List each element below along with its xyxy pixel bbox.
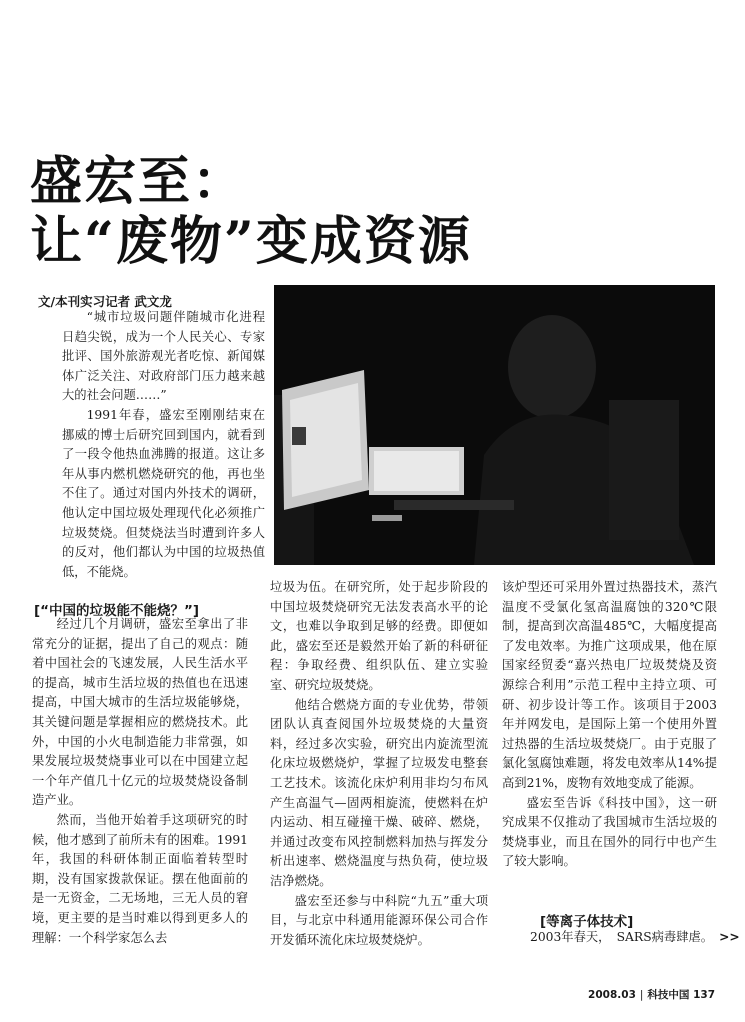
page-number: 137 xyxy=(693,989,715,1001)
page-footer xyxy=(588,987,715,1002)
column-3 xyxy=(502,578,717,872)
paragraph: 盛宏至告诉《科技中国》，这一研究成果不仅推动了我国城市生活垃圾的焚烧事业，而且在国外的同行中也产生了较大影响。 xyxy=(502,795,717,869)
paragraph: 他结合燃烧方面的专业优势，带领团队认真查阅国外垃圾焚烧的大量资料，经过多次实验，研究出内旋流型流化床垃圾燃烧炉，掌握了垃圾发电整套工艺技术。该流化床炉利用非均匀布风产生高温气—固两相旋流，使燃料在炉内运动、相互碰撞干燥、破碎、燃烧，并通过改变布风控制燃料加热与挥发分析出速率、燃烧温度与热负荷，使垃圾洁净燃烧。 xyxy=(270,697,488,888)
subheading-can-garbage-burn: [“中国的垃圾能不能烧？”] xyxy=(34,603,200,619)
byline: 文/本刊实习记者 武文龙 xyxy=(38,294,172,309)
paragraph: 经过几个月调研，盛宏至拿出了非常充分的证据，提出了自己的观点：随着中国社会的飞速发展，人民生活水平的提高，城市生活垃圾的热值也在迅速提高，中国大城市的生活垃圾能够烧，其关键问题是掌握相应的燃烧技术。此外，中国的小火电制造能力非常强，如果发展垃圾焚烧事业可以在中国建立起一个年产值几十亿元的垃圾焚烧设备制造产业。 xyxy=(32,617,248,808)
continued-text: 2003年春天， SARS病毒肆虐。 xyxy=(530,930,714,944)
column-1-top xyxy=(62,308,265,582)
footer-separator: | xyxy=(639,989,644,1001)
issue-date: 2008.03 xyxy=(588,989,636,1001)
paragraph: 然而，当他开始着手这项研究的时候，他才感到了前所未有的困难。1991年，我国的科研体制正面临着转型时期，没有国家拨款保证。摆在他面前的是一无资金，二无场地，三无人员的窘境，更主要的是当时难以得到更多人的理解：一个科学家怎么去 xyxy=(32,812,248,945)
paragraph: 垃圾为伍。在研究所，处于起步阶段的中国垃圾焚烧研究无法发表高水平的论文，也难以争取到足够的经费。即便如此，盛宏至还是毅然开始了新的科研征程：争取经费、组织队伍、建立实验室、研究垃圾焚烧。 xyxy=(270,580,488,692)
column-2 xyxy=(270,578,488,950)
article-title-line2: 让“废物”变成资源 xyxy=(30,211,472,272)
continued-line xyxy=(530,927,740,945)
photo-of-person-at-computer-icon xyxy=(274,285,715,565)
continue-arrow-icon: >> xyxy=(719,930,740,944)
paragraph: 1991年春，盛宏至刚刚结束在挪威的博士后研究回到国内，就看到了一段令他热血沸腾的报道。这让多年从事内燃机燃烧研究的他，再也坐不住了。通过对国内外技术的调研，他认定中国垃圾处理现代化必须推广垃圾焚烧。但焚烧法当时遭到许多人的反对，他们都认为中国的垃圾热值低，不能烧。 xyxy=(62,407,265,579)
magazine-name: 科技中国 xyxy=(647,989,690,1001)
subheading-plasma-technology: [等离子体技术] xyxy=(540,914,634,930)
article-title-line1: 盛宏至： xyxy=(30,151,247,212)
column-1-bottom xyxy=(32,615,248,948)
paragraph: 该炉型还可采用外置过热器技术，蒸汽温度不受氯化氢高温腐蚀的320℃限制，提高到次高温485℃，大幅度提高了发电效率。为推广这项成果，他在原国家经贸委“嘉兴热电厂垃圾焚烧及资源综合利用”示范工程中主持立项、可研、初步设计等工作。该项目于2003年并网发电，是国际上第一个使用外置过热器的生活垃圾焚烧厂。由于克服了氯化氢腐蚀难题，将发电效率从14%提高到21%，废物有效地变成了能源。 xyxy=(502,580,717,790)
paragraph: 盛宏至还参与中科院“九五”重大项目，与北京中科通用能源环保公司合作开发循环流化床垃圾焚烧炉。 xyxy=(270,893,488,947)
article-photo xyxy=(274,285,715,565)
paragraph-quote: “城市垃圾问题伴随城市化进程日趋尖锐，成为一个人民关心、专家批评、国外旅游观光者吃惊、新闻媒体广泛关注、对政府部门压力越来越大的社会问题……” xyxy=(62,310,265,403)
